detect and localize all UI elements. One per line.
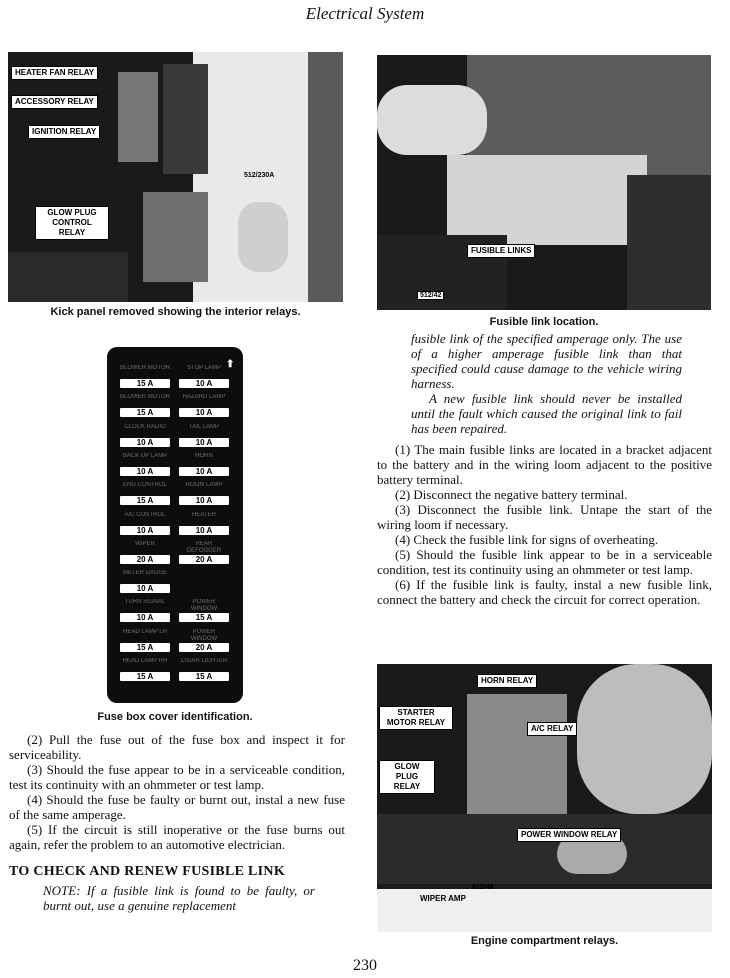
- fuse-circuit-name: METER GAUGE: [122, 570, 168, 577]
- fuse-left-3: [120, 424, 170, 447]
- fuse-step-2: (2) Pull the fuse out of the fuse box and inspect it for serviceability.: [9, 732, 345, 762]
- step-3: (3) Disconnect the fusible link. Untape the start of the wiring loom if necessary.: [377, 502, 712, 532]
- fuse-left-6: [120, 512, 170, 535]
- fuse-circuit-name: HEAD LAMP LH: [123, 628, 167, 635]
- fuse-amperage: 15 A: [120, 379, 170, 388]
- fuse-amperage: 10 A: [179, 379, 229, 388]
- fuse-left-2: [120, 394, 170, 417]
- fuse-circuit-name: HEAD LAMP RH: [122, 658, 168, 664]
- fuse-circuit-name: HEATER: [192, 511, 216, 518]
- starter-motor-relay-label: STARTER MOTOR RELAY: [379, 706, 453, 730]
- fuse-circuit-name: CIGAR LIGHTER: [180, 658, 228, 664]
- fuse-amperage: 15 A: [120, 408, 170, 417]
- fuse-right-4: [179, 453, 229, 476]
- figure3-caption: Fuse box cover identification.: [97, 711, 253, 723]
- fuse-circuit-name: HAZARD LAMP: [182, 394, 226, 401]
- fuse-circuit-name: POWER WINDOW: [190, 599, 218, 613]
- fuse-circuit-name: CLOCK RADIO: [124, 423, 166, 430]
- fuse-right-9: [179, 599, 229, 622]
- figure1-code: 512/230A: [244, 172, 275, 179]
- figure4-caption: Engine compartment relays.: [470, 935, 619, 947]
- ignition-relay-label: IGNITION RELAY: [28, 125, 100, 139]
- section-heading: TO CHECK AND RENEW FUSIBLE LINK: [9, 864, 286, 879]
- fuse-step-5: (5) If the circuit is still inoperative or the fuse burns out again, refer the problem to an automotive electrician.: [9, 822, 345, 852]
- fuse-left-10: [120, 629, 170, 652]
- fuse-amperage: 10 A: [120, 467, 170, 476]
- fuse-left-5: [120, 482, 170, 505]
- fuse-right-3: [179, 424, 229, 447]
- fusible-link-photo: [377, 55, 711, 310]
- page-number: 230: [353, 957, 377, 974]
- glow-plug-relay-label: GLOW PLUG RELAY: [379, 760, 435, 794]
- fuse-right-10: [179, 629, 229, 652]
- right-column-text: [377, 331, 712, 607]
- fuse-left-11: [120, 658, 170, 681]
- fuse-circuit-name: POWER WINDOW: [190, 628, 218, 642]
- fuse-left-4: [120, 453, 170, 476]
- up-arrow-icon: ⬆: [226, 359, 235, 370]
- figure2-caption: Fusible link location.: [489, 316, 599, 328]
- fuse-circuit-name: [179, 570, 229, 584]
- fuse-amperage: 10 A: [120, 584, 170, 593]
- left-column-text: [9, 732, 345, 913]
- fuse-left-1: [120, 365, 170, 388]
- ac-relay-label: A/C RELAY: [527, 722, 577, 736]
- fuse-left-8: [120, 570, 170, 593]
- fuse-box-cover: [94, 347, 243, 703]
- fuse-amperage: 15 A: [179, 613, 229, 622]
- fuse-amperage: 20 A: [179, 555, 229, 564]
- fuse-step-4: (4) Should the fuse be faulty or burnt out, instal a new fuse of the same amperage.: [9, 792, 345, 822]
- fuse-step-3: (3) Should the fuse appear to be in a serviceable condition, test its continuity with an ohmmeter or test lamp.: [9, 762, 345, 792]
- step-2: (2) Disconnect the negative battery terminal.: [395, 487, 628, 502]
- accessory-relay-label: ACCESSORY RELAY: [11, 95, 98, 109]
- step-5: (5) Should the fusible link appear to be in a serviceable condition, test its continuity using an ohmmeter or test lamp.: [377, 547, 712, 577]
- fuse-right-6: [179, 512, 229, 535]
- note-continuation: fusible link of the specified amperage only. The use of a higher amperage fusible link than that specified could cause damage to the vehicle wiring harness.: [411, 331, 682, 391]
- fuse-circuit-name: BLOWER MOTOR: [120, 365, 170, 371]
- fuse-amperage: 15 A: [120, 643, 170, 652]
- fuse-left-9: [120, 599, 170, 622]
- horn-relay-label: HORN RELAY: [477, 674, 537, 688]
- figure4-code: 512/48: [472, 884, 494, 891]
- fuse-amperage: 20 A: [179, 643, 229, 652]
- fuse-circuit-name: WIPER: [135, 540, 155, 547]
- note-second: A new fusible link should never be installed until the fault which caused the original link to fail has been repaired.: [411, 391, 682, 436]
- fuse-amperage: 10 A: [179, 438, 229, 447]
- fuse-amperage: 15 A: [179, 672, 229, 681]
- figure1-caption: Kick panel removed showing the interior relays.: [50, 306, 301, 318]
- fuse-right-8: [179, 570, 229, 593]
- heater-fan-relay-label: HEATER FAN RELAY: [11, 66, 98, 80]
- fuse-circuit-name: ROOM LAMP: [185, 482, 223, 489]
- glow-plug-control-relay-label: GLOW PLUG CONTROL RELAY: [35, 206, 109, 240]
- fuse-amperage: 10 A: [120, 438, 170, 447]
- fuse-circuit-name: HORN: [195, 452, 213, 459]
- step-1: (1) The main fusible links are located in a bracket adjacent to the battery and in the wiring loom adjacent to the positive battery terminal.: [377, 442, 712, 487]
- fuse-circuit-name: BACK UP LAMP: [122, 452, 168, 459]
- fuse-amperage: 20 A: [120, 555, 170, 564]
- fuse-right-5: [179, 482, 229, 505]
- fuse-circuit-name: REAR DEFOGGER: [186, 540, 222, 554]
- figure3-code: 512/04: [94, 514, 102, 537]
- fuse-left-7: [120, 541, 170, 564]
- fuse-amperage: 10 A: [179, 496, 229, 505]
- section-note: NOTE: If a fusible link is found to be faulty, or burnt out, use a genuine replacement: [43, 883, 315, 913]
- step-4: (4) Check the fusible link for signs of overheating.: [395, 532, 659, 547]
- fuse-circuit-name: A/C CONTROL: [124, 511, 166, 518]
- kick-panel-photo: [8, 52, 343, 302]
- fuse-amperage: 10 A: [120, 526, 170, 535]
- fuse-amperage: 10 A: [179, 467, 229, 476]
- fuse-amperage: 10 A: [179, 526, 229, 535]
- fusible-links-label: FUSIBLE LINKS: [467, 244, 535, 258]
- figure2-code: 512/42: [417, 291, 444, 300]
- fuse-amperage: 15 A: [120, 672, 170, 681]
- fuse-right-11: [179, 658, 229, 681]
- fuse-circuit-name: TURN SIGNAL: [124, 599, 166, 606]
- fuse-amperage: 15 A: [120, 496, 170, 505]
- fuse-circuit-name: BLOWER MOTOR: [120, 394, 170, 401]
- fuse-right-1: [179, 365, 229, 388]
- wiper-amp-label: WIPER AMP: [420, 894, 466, 903]
- engine-compartment-photo: [377, 664, 712, 932]
- step-6: (6) If the fusible link is faulty, instal a new fusible link, connect the battery and check the circuit for correct operation.: [377, 577, 712, 607]
- fuse-right-7: [179, 541, 229, 564]
- fuse-amperage: 10 A: [120, 613, 170, 622]
- fuse-circuit-name: TAIL LAMP: [188, 423, 219, 430]
- fuse-right-2: [179, 394, 229, 417]
- page-header-title: Electrical System: [305, 4, 425, 23]
- fuse-circuit-name: STOP LAMP: [186, 365, 222, 371]
- fuse-circuit-name: ENG CONTROL: [122, 482, 167, 489]
- power-window-relay-label: POWER WINDOW RELAY: [517, 828, 621, 842]
- fuse-amperage: 10 A: [179, 408, 229, 417]
